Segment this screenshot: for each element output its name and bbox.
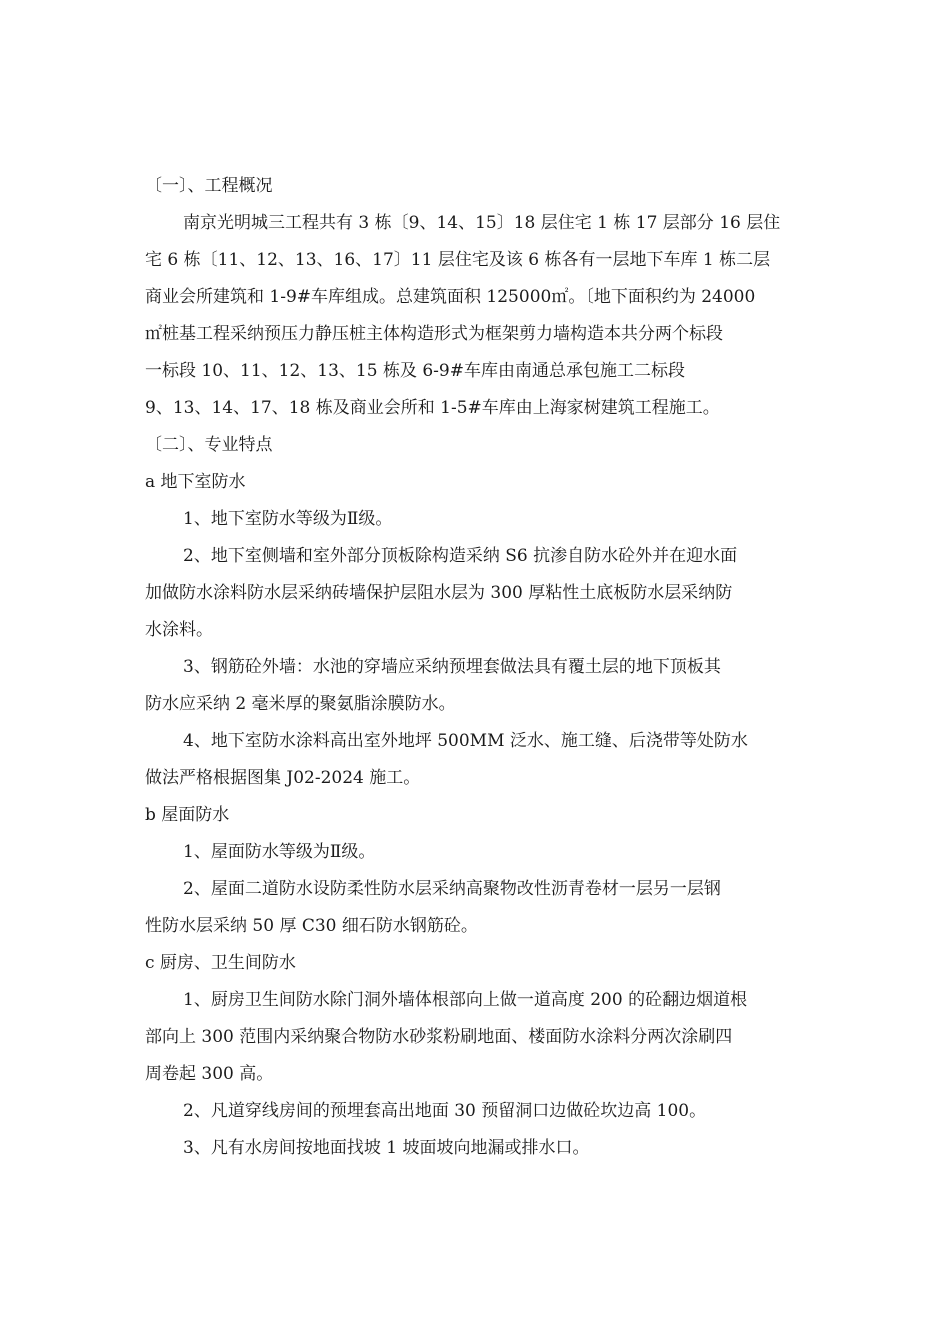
list-item: 4、地下室防水涂料高出室外地坪 500MM 泛水、施工缝、后浇带等处防水 bbox=[183, 731, 748, 751]
list-item: 1、屋面防水等级为Ⅱ级。 bbox=[183, 842, 376, 862]
list-item: 1、地下室防水等级为Ⅱ级。 bbox=[183, 509, 393, 529]
paragraph-line: 做法严格根据图集 J02-2024 施工。 bbox=[145, 768, 421, 788]
paragraph-line: 南京光明城三工程共有 3 栋〔9、14、15〕18 层住宅 1 栋 17 层部分 16 层住 bbox=[183, 213, 781, 233]
paragraph-line: ㎡桩基工程采纳预压力静压桩主体构造形式为框架剪力墙构造本共分两个标段 bbox=[145, 324, 723, 344]
subheading-basement-waterproofing: a 地下室防水 bbox=[145, 472, 246, 492]
paragraph-line: 周卷起 300 高。 bbox=[145, 1064, 274, 1084]
subheading-roof-waterproofing: b 屋面防水 bbox=[145, 805, 230, 825]
list-item: 1、厨房卫生间防水除门洞外墙体根部向上做一道高度 200 的砼翻边烟道根 bbox=[183, 990, 748, 1010]
list-item: 3、钢筋砼外墙：水池的穿墙应采纳预埋套做法具有覆土层的地下顶板其 bbox=[183, 657, 721, 677]
list-item: 2、屋面二道防水设防柔性防水层采纳高聚物改性沥青卷材一层另一层钢 bbox=[183, 879, 721, 899]
paragraph-line: 加做防水涂料防水层采纳砖墙保护层阻水层为 300 厚粘性土底板防水层采纳防 bbox=[145, 583, 733, 603]
paragraph-line: 商业会所建筑和 1-9#车库组成。总建筑面积 125000㎡。〔地下面积约为 24000 bbox=[145, 287, 756, 307]
paragraph-line: 水涂料。 bbox=[145, 620, 213, 640]
section-heading-overview: 〔一〕、工程概况 bbox=[145, 176, 273, 196]
paragraph-line: 部向上 300 范围内采纳聚合物防水砂浆粉刷地面、楼面防水涂料分两次涂刷四 bbox=[145, 1027, 733, 1047]
paragraph-line: 宅 6 栋〔11、12、13、16、17〕11 层住宅及该 6 栋各有一层地下车库 1 栋二层 bbox=[145, 250, 771, 270]
list-item: 3、凡有水房间按地面找坡 1 坡面坡向地漏或排水口。 bbox=[183, 1138, 590, 1158]
paragraph-line: 性防水层采纳 50 厚 C30 细石防水钢筋砼。 bbox=[145, 916, 478, 936]
paragraph-line: 一标段 10、11、12、13、15 栋及 6-9#车库由南通总承包施工二标段 bbox=[145, 361, 685, 381]
section-heading-features: 〔二〕、专业特点 bbox=[145, 435, 273, 455]
subheading-kitchen-bathroom-waterproofing: c 厨房、卫生间防水 bbox=[145, 953, 296, 973]
document-body bbox=[145, 168, 810, 1167]
list-item: 2、凡道穿线房间的预埋套高出地面 30 预留洞口边做砼坎边高 100。 bbox=[183, 1101, 707, 1121]
paragraph-line: 9、13、14、17、18 栋及商业会所和 1-5#车库由上海家树建筑工程施工。 bbox=[145, 398, 720, 418]
paragraph-line: 防水应采纳 2 毫米厚的聚氨脂涂膜防水。 bbox=[145, 694, 456, 714]
list-item: 2、地下室侧墙和室外部分顶板除构造采纳 S6 抗渗自防水砼外并在迎水面 bbox=[183, 546, 738, 566]
